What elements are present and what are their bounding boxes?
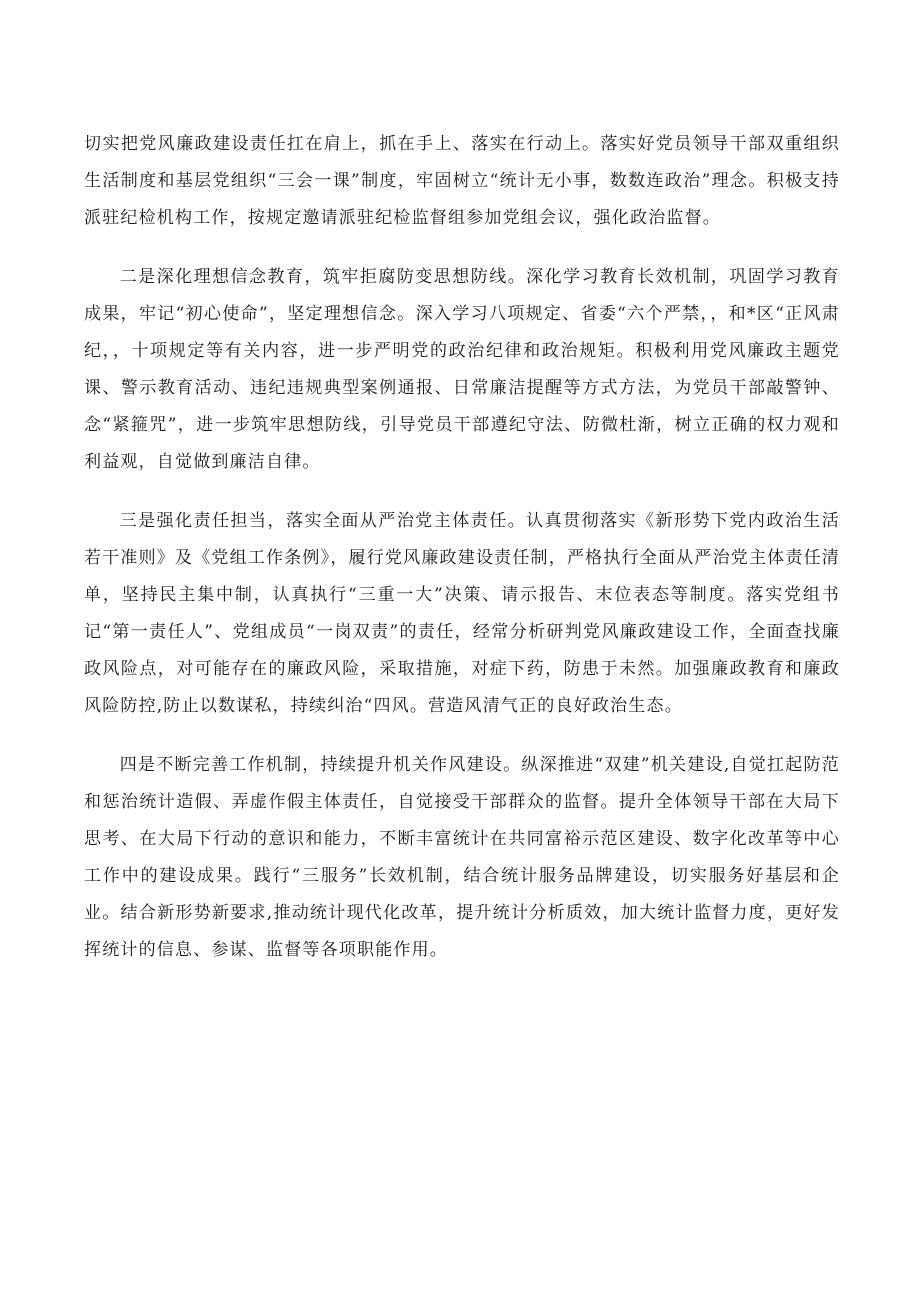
- document-body: [84, 126, 840, 991]
- paragraph-responsibility: 三是强化责任担当，落实全面从严治党主体责任。认真贯彻落实《新形势下党内政治生活若干准则》及《党组工作条例》，履行党风廉政建设责任制，严格执行全面从严治党主体责任清单，坚持民主集中制，认真执行“三重一大”决策、请示报告、末位表态等制度。落实党组书记“第一责任人”、党组成员“一岗双责”的责任，经常分析研判党风廉政建设工作，全面查找廉政风险点，对可能存在的廉政风险，采取措施，对症下药，防患于未然。加强廉政教育和廉政风险防控,防止以数谋私，持续纠治“四风。营造风清气正的良好政治生态。: [84, 511, 840, 716]
- paragraph-work-mechanism: 四是不断完善工作机制，持续提升机关作风建设。纵深推进“双建”机关建设,自觉扛起防范和惩治统计造假、弄虚作假主体责任，自觉接受干部群众的监督。提升全体领导干部在大局下思考、在大局下行动的意识和能力，不断丰富统计在共同富裕示范区建设、数字化改革等中心工作中的建设成果。践行“三服务”长效机制，结合统计服务品牌建设，切实服务好基层和企业。结合新形势新要求,推动统计现代化改革，提升统计分析质效，加大统计监督力度，更好发挥统计的信息、参谋、监督等各项职能作用。: [84, 755, 840, 960]
- paragraph-continuation: 切实把党风廉政建设责任扛在肩上，抓在手上、落实在行动上。落实好党员领导干部双重组织生活制度和基层党组织“三会一课”制度，牢固树立“统计无小事，数数连政治”理念。积极支持派驻纪检机构工作，按规定邀请派驻纪检监督组参加党组会议，强化政治监督。: [84, 134, 840, 228]
- paragraph-ideal-belief-education: 二是深化理想信念教育，筑牢拒腐防变思想防线。深化学习教育长效机制，巩固学习教育成果，牢记“初心使命”，坚定理想信念。深入学习八项规定、省委“六个严禁，，和*区“正风肃纪，，十项规定等有关内容，进一步严明党的政治纪律和政治规矩。积极利用党风廉政主题党课、警示教育活动、违纪违规典型案例通报、日常廉洁提醒等方式方法，为党员干部敲警钟、念“紧箍咒”，进一步筑牢思想防线，引导党员干部遵纪守法、防微杜渐，树立正确的权力观和利益观，自觉做到廉洁自律。: [84, 267, 840, 472]
